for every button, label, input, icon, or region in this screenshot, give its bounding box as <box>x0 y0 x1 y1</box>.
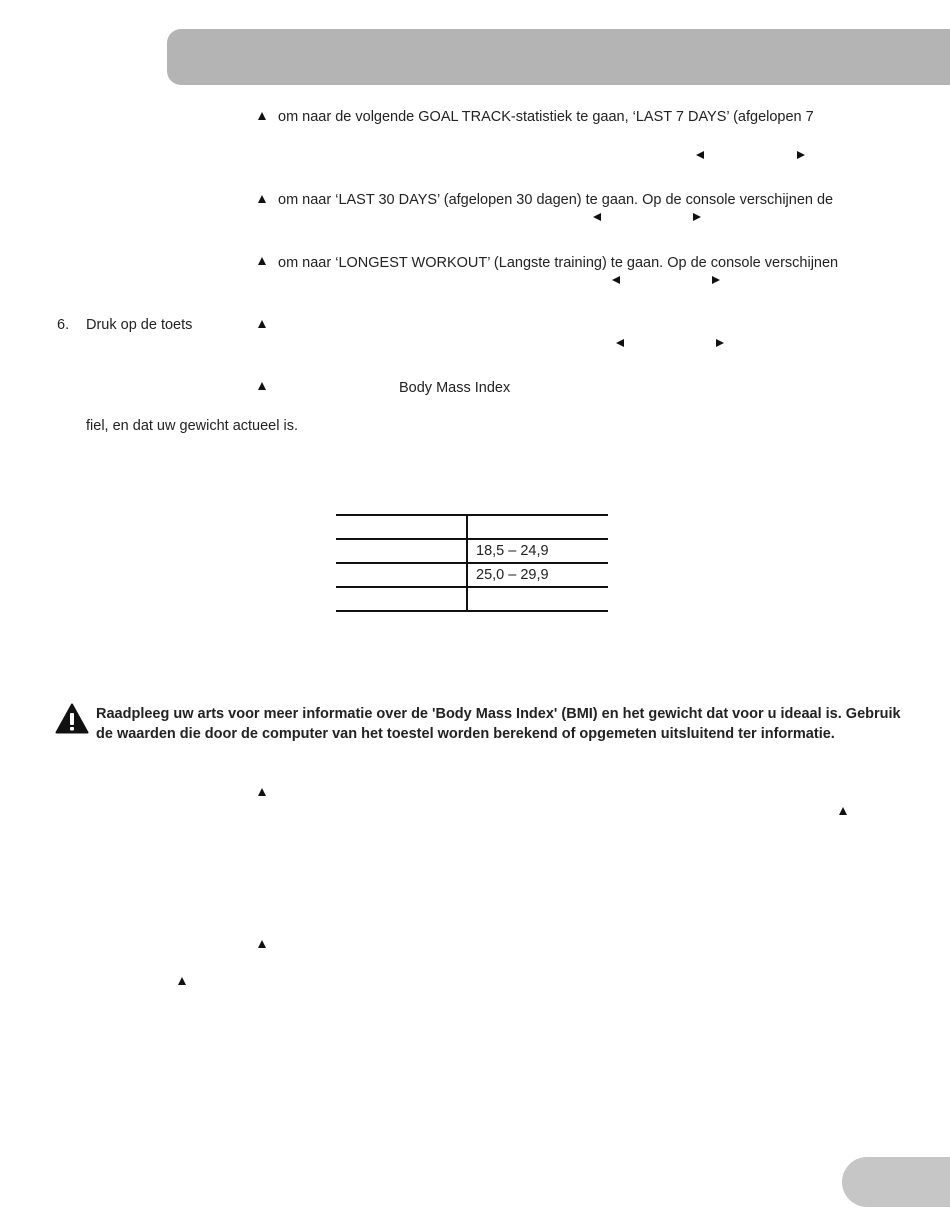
left-arrow-icon <box>696 151 704 159</box>
table-row <box>336 587 608 611</box>
up-arrow-icon <box>258 195 266 203</box>
up-arrow-icon <box>258 320 266 328</box>
bmi-category-cell <box>336 563 467 587</box>
last-30-days-line: om naar ‘LAST 30 DAYS’ (afgelopen 30 dagen) te gaan. Op de console verschijnen de <box>278 192 834 208</box>
up-arrow-icon <box>258 112 266 120</box>
bmi-label: Body Mass Index <box>399 380 511 396</box>
step-text: Druk op de toets <box>86 317 193 333</box>
table-row <box>336 539 608 563</box>
bmi-category-cell <box>336 539 467 563</box>
right-arrow-icon <box>716 339 724 347</box>
page-number-tab <box>842 1157 950 1207</box>
warning-text: Raadpleeg uw arts voor meer informatie over de 'Body Mass Index' (BMI) en het gewicht dat voor u ideaal is. Gebruik de waarden die door de computer van het toestel worden berekend of opgemeten uitsluitend ter informatie. <box>96 706 901 742</box>
bmi-range-cell: 25,0 – 29,9 <box>467 563 608 587</box>
up-arrow-icon <box>258 257 266 265</box>
bmi-category-cell <box>336 587 467 611</box>
bmi-range-cell <box>467 587 608 611</box>
goal-track-line: om naar de volgende GOAL TRACK-statistiek te gaan, ‘LAST 7 DAYS’ (afgelopen 7 <box>278 109 814 125</box>
left-arrow-icon <box>593 213 601 221</box>
left-arrow-icon <box>612 276 620 284</box>
table-row <box>336 515 608 539</box>
right-arrow-icon <box>693 213 701 221</box>
up-arrow-icon <box>258 788 266 796</box>
step-number: 6. <box>57 317 70 333</box>
up-arrow-icon <box>258 382 266 390</box>
right-arrow-icon <box>797 151 805 159</box>
header-bar <box>167 29 950 85</box>
up-arrow-icon <box>839 807 847 815</box>
warning-triangle-icon <box>55 703 89 734</box>
left-arrow-icon <box>616 339 624 347</box>
right-arrow-icon <box>712 276 720 284</box>
up-arrow-icon <box>178 977 186 985</box>
bmi-category-cell <box>336 515 467 539</box>
fiel-line: fiel, en dat uw gewicht actueel is. <box>86 418 298 434</box>
table-row <box>336 563 608 587</box>
bmi-range-cell <box>467 515 608 539</box>
bmi-table <box>336 514 608 612</box>
bmi-range-cell: 18,5 – 24,9 <box>467 539 608 563</box>
longest-workout-line: om naar ‘LONGEST WORKOUT’ (Langste training) te gaan. Op de console verschijnen <box>278 255 839 271</box>
up-arrow-icon <box>258 940 266 948</box>
